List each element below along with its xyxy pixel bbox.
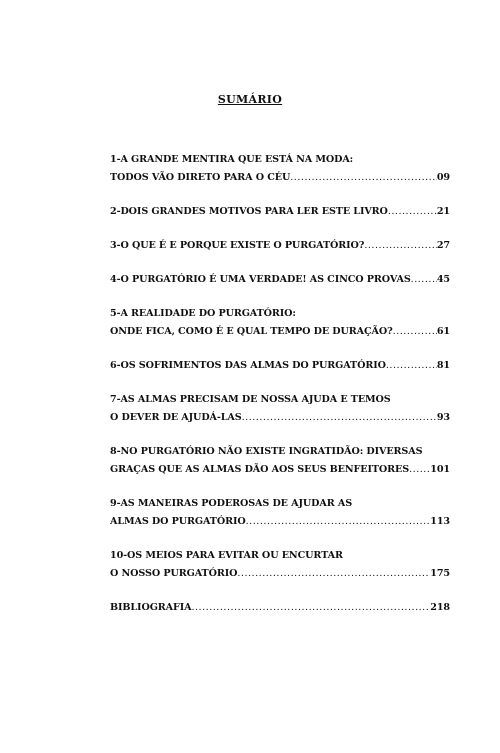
toc-line: [110, 409, 450, 427]
toc-page-number: 61: [436, 326, 450, 337]
toc-line: [110, 271, 450, 289]
toc-entry-title: TODOS VÃO DIRETO PARA O CÉU: [110, 172, 291, 183]
toc-line: [110, 565, 450, 583]
toc-entry-title: 10-OS MEIOS PARA EVITAR OU ENCURTAR: [110, 550, 343, 561]
toc-line: [110, 357, 450, 375]
toc-entry-title: GRAÇAS QUE AS ALMAS DÃO AOS SEUS BENFEITORES: [110, 464, 410, 475]
toc-page-number: 101: [430, 464, 450, 475]
dot-leader: [386, 357, 437, 375]
toc-entry-title: 2-DOIS GRANDES MOTIVOS PARA LER ESTE LIVRO: [110, 206, 388, 217]
toc-entry-title: 1-A GRANDE MENTIRA QUE ESTÁ NA MODA:: [110, 154, 354, 165]
toc-entry-title: 7-AS ALMAS PRECISAM DE NOSSA AJUDA E TEMOS: [110, 394, 391, 405]
toc-page-number: 113: [430, 516, 450, 527]
dot-leader: [364, 237, 437, 255]
toc-line: [110, 599, 450, 617]
toc-page-number: 218: [430, 602, 450, 613]
toc-page-number: 09: [436, 172, 450, 183]
dot-leader: [246, 513, 431, 531]
dot-leader: [393, 323, 437, 341]
toc-page-number: 27: [436, 240, 450, 251]
toc-line: [110, 547, 450, 565]
toc-entry-title: 3-O QUE É E PORQUE EXISTE O PURGATÓRIO?: [110, 240, 365, 251]
toc-entry: [110, 495, 450, 531]
dot-leader: [409, 461, 430, 479]
toc-entry-title: O NOSSO PURGATÓRIO: [110, 568, 238, 579]
toc-page-number: 81: [436, 360, 450, 371]
toc-line: [110, 461, 450, 479]
dot-leader: [237, 565, 430, 583]
page-title: SUMÁRIO: [217, 93, 283, 106]
toc-entry: [110, 443, 450, 479]
toc-line: [110, 495, 450, 513]
toc-entry: [110, 271, 450, 289]
dot-leader: [411, 271, 437, 289]
toc-entry-title: ONDE FICA, COMO É E QUAL TEMPO DE DURAÇÃO?: [110, 326, 393, 337]
dot-leader: [388, 203, 437, 221]
toc-entry-title: O DEVER DE AJUDÁ-LAS: [110, 412, 242, 423]
toc-line: [110, 391, 450, 409]
dot-leader: [242, 409, 437, 427]
toc-page-number: 175: [430, 568, 450, 579]
toc-entry: [110, 151, 450, 187]
toc-entry: [110, 391, 450, 427]
toc-entry-title: 9-AS MANEIRAS PODEROSAS DE AJUDAR AS: [110, 498, 353, 509]
toc-page-number: 93: [436, 412, 450, 423]
toc-entry: [110, 203, 450, 221]
dot-leader: [290, 169, 437, 187]
toc-entry: [110, 547, 450, 583]
toc-entry-title: 6-OS SOFRIMENTOS DAS ALMAS DO PURGATÓRIO: [110, 360, 386, 371]
toc-line: [110, 323, 450, 341]
toc-entry: [110, 305, 450, 341]
toc-entry-title: 5-A REALIDADE DO PURGATÓRIO:: [110, 308, 296, 319]
toc-page-number: 45: [436, 274, 450, 285]
toc-entry-title: BIBLIOGRAFIA: [110, 602, 192, 613]
toc-entry-title: ALMAS DO PURGATÓRIO: [110, 516, 246, 527]
toc-entry: [110, 357, 450, 375]
toc-line: [110, 237, 450, 255]
toc-line: [110, 203, 450, 221]
toc-entry-title: 4-O PURGATÓRIO É UMA VERDADE! AS CINCO PROVAS: [110, 274, 411, 285]
toc-entry: [110, 599, 450, 617]
table-of-contents: [110, 151, 450, 617]
toc-entry-title: 8-NO PURGATÓRIO NÃO EXISTE INGRATIDÃO: DIVERSAS: [110, 446, 423, 457]
toc-line: [110, 443, 450, 461]
toc-entry: [110, 237, 450, 255]
toc-line: [110, 169, 450, 187]
toc-line: [110, 151, 450, 169]
toc-line: [110, 513, 450, 531]
toc-line: [110, 305, 450, 323]
dot-leader: [191, 599, 430, 617]
toc-page-number: 21: [436, 206, 450, 217]
